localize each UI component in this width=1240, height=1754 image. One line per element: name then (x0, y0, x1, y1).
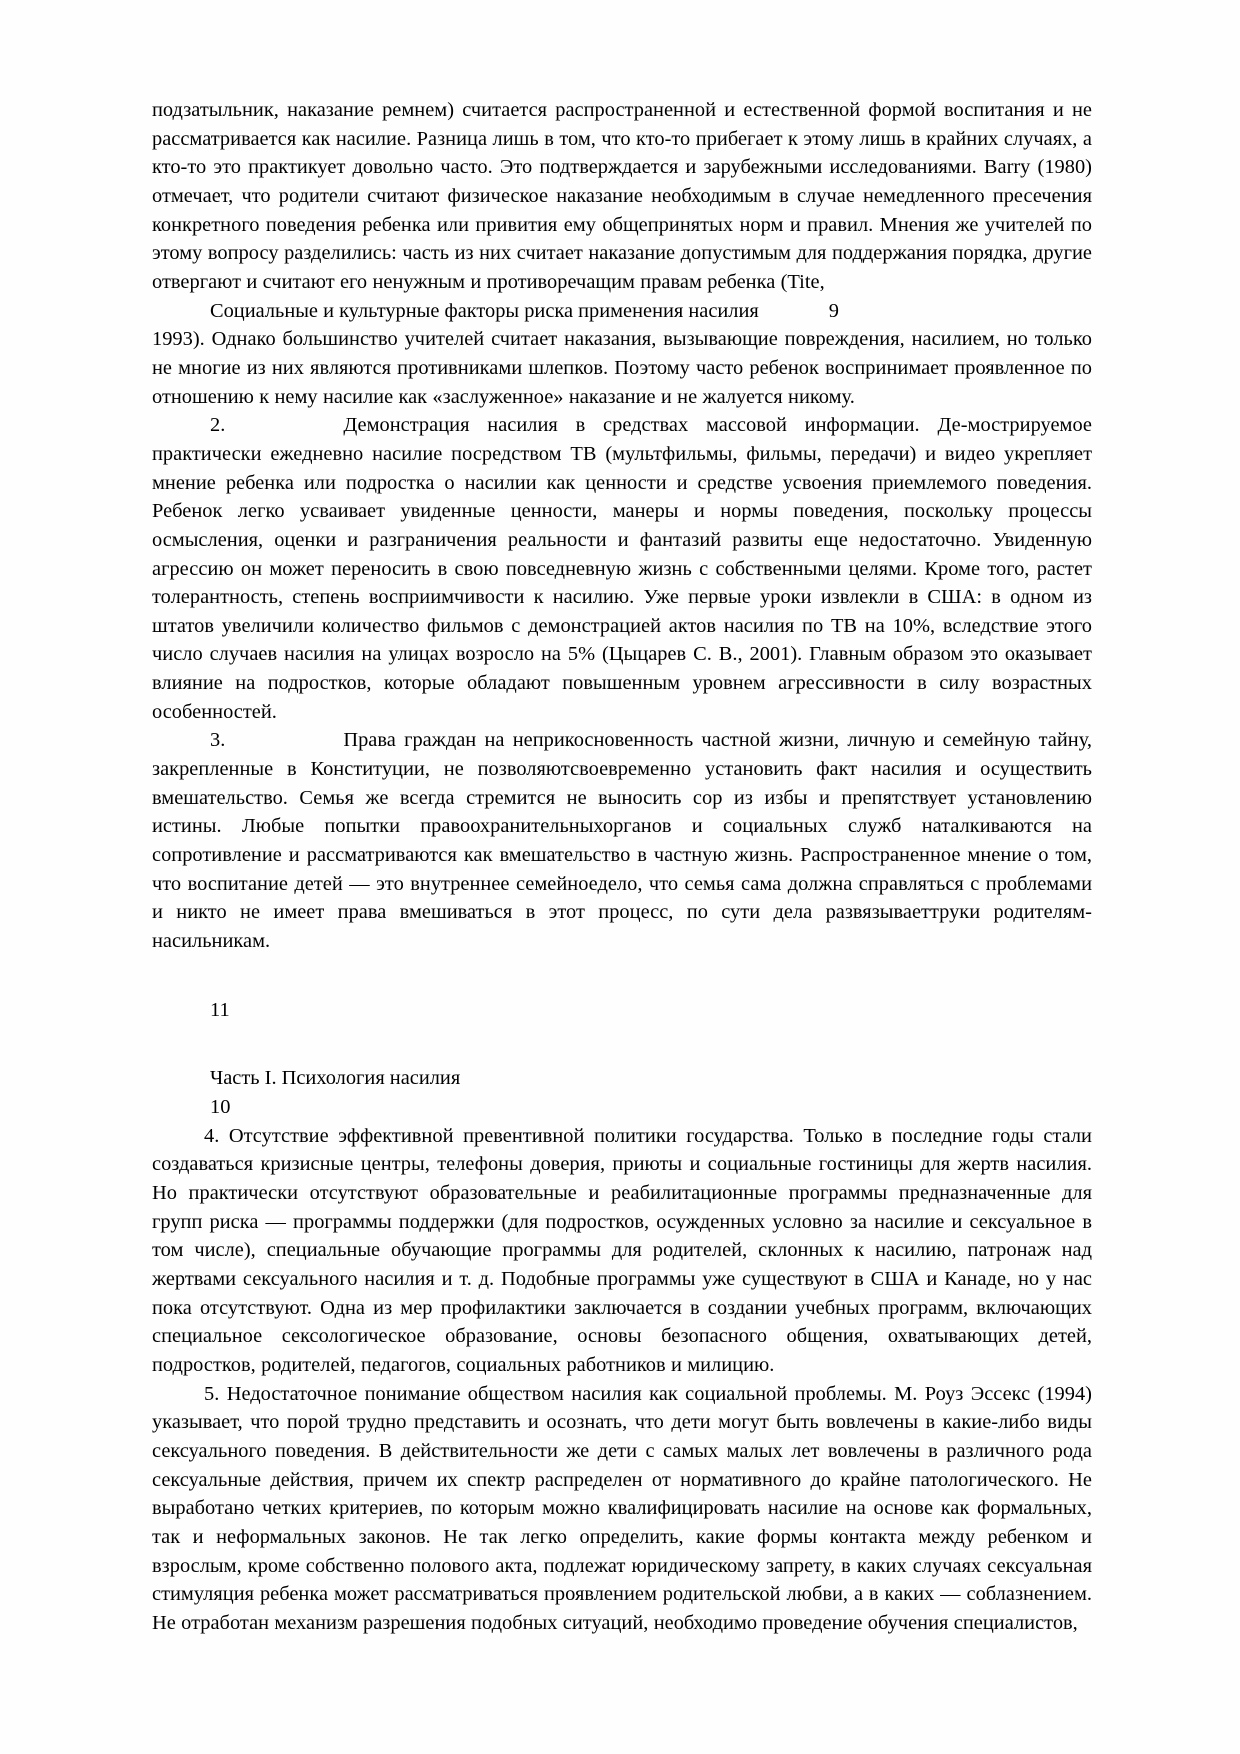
paragraph-continued: 1993). Однако большинство учителей считает наказания, вызывающие повреждения, насилием, но только не многие из них являются противниками шлепков. Поэтому часто ребенок воспринимает проявленное по отношению к нему насилие как «заслуженное» наказание и не жалуется никому. (152, 328, 1092, 408)
running-header-title: Социальные и культурные факторы риска применения насилия (210, 299, 759, 322)
paragraph-item-2-text: Демонстрация насилия в средствах массовой информации. Де-мострируемое практически ежедневно насилие посредством ТВ (мультфильмы, фильмы, передачи) и видео укрепляет мнение ребенка или подростка о насилии как ценности и средстве усвоения приемлемого поведения. Ребенок легко усваивает увиденные ценности, манеры и нормы поведения, поскольку процессы осмысления, оценки и разграничения реальности и фантазий развиты еще недостаточно. Увиденную агрессию он может переносить в свою повседневную жизнь с собственными целями. Кроме того, растет толерантность, степень восприимчивости к насилию. Уже первые уроки извлекли в США: в одном из штатов увеличили количество фильмов с демонстрацией актов насилия по ТВ на 10%, вследствие этого число случаев насилия на улицах возросло на 5% (Цыцарев С. В., 2001). Главным образом это оказывает влияние на подростков, которые обладают повышенным уровнем агрессивности в силу возрастных особенностей. (152, 414, 1092, 723)
spacer-before-page-marker (152, 956, 1092, 996)
page-text-column (152, 96, 1092, 1637)
paragraph-item-5: 5. Недостаточное понимание обществом насилия как социальной проблемы. М. Роуз Эссекс (1994) указывает, что порой трудно представить и осознать, что дети могут быть вовлечены в какие-либо виды сексуального поведения. В действительности же дети с самых малых лет вовлечены в различного рода сексуальные действия, причем их спектр распределен от нормативного до крайне патологического. Не выработано четких критериев, по которым можно квалифицировать насилие на основе как формальных, так и неформальных законов. Не так легко определить, какие формы контакта между ребенком и взрослым, кроме собственно полового акта, подлежат юридическому запрету, в каких случаях сексуальная стимуляция ребенка может рассматриваться проявлением родительской любви, а в каких — соблазнением. Не отработан механизм разрешения подобных ситуаций, необходимо проведение обучения специалистов, (152, 1382, 1092, 1634)
paragraph-item-3-text: Права граждан на неприкосновенность частной жизни, личную и семейную тайну, закрепленные в Конституции, не позволяютсвоевременно установить факт насилия и осуществить вмешательство. Семья же всегда стремится не выносить сор из избы и препятствует установлению истины. Любые попытки правоохранительныхорганов и социальных служб наталкиваются на сопротивление и рассматриваются как вмешательство в частную жизнь. Распространенное мнение о том, что воспитание детей — это внутреннее семейноедело, что семья сама должна справляться с проблемами и никто не имеет права вмешиваться в этот процесс, по сути дела развязываеттруки родителям-насильникам. (152, 729, 1092, 953)
paragraph-item-4: 4. Отсутствие эффективной превентивной политики государства. Только в последние годы стали создаваться кризисные центры, телефоны доверия, приюты и социальные гостиницы для жертв насилия. Но практически отсутствуют образовательные и реабилитационные программы предназначенные для групп риска — программы поддержки (для подростков, осужденных условно за насилие и сексуальное в том числе), специальные обучающие программы для родителей, склонных к насилию, патронаж над жертвами сексуального насилия и т. д. Подобные программы уже существуют в США и Канаде, но у нас пока отсутствуют. Одна из мер профилактики заключается в создании учебных программ, включающих специальное сексологическое образование, основы безопасного общения, охватывающих детей, подростков, родителей, педагогов, социальных работников и милицию. (152, 1124, 1092, 1376)
spacer-after-page-marker (152, 1024, 1092, 1064)
paragraph-item-3 (152, 726, 1092, 955)
running-header (152, 297, 1092, 326)
paragraph-intro: подзатыльник, наказание ремнем) считается распространенной и естественной формой воспитания и не рассматривается как насилие. Разница лишь в том, что кто-то прибегает к этому лишь в крайних случаях, а кто-то это практикует довольно часто. Это подтверждается и зарубежными исследованиями. Barry (1980) отмечает, что родители считают физическое наказание необходимым в случае немедленного пресечения конкретного поведения ребенка или привития ему общепринятых норм и правил. Мнения же учителей по этому вопросу разделились: часть из них считает наказание допустимым для поддержания порядка, другие отвергают и считают его ненужным и противоречащим правам ребенка (Tite, (152, 99, 1092, 293)
paragraph-item-2 (152, 411, 1092, 726)
page-marker-middle: 11 (210, 998, 230, 1021)
running-header-page-number: 9 (828, 299, 839, 322)
chapter-title-line: Часть I. Психология насилия (210, 1067, 461, 1090)
paragraph-item-3-number: 3. (210, 729, 226, 752)
page-marker-lower: 10 (210, 1096, 231, 1118)
paragraph-item-2-number: 2. (210, 414, 226, 437)
